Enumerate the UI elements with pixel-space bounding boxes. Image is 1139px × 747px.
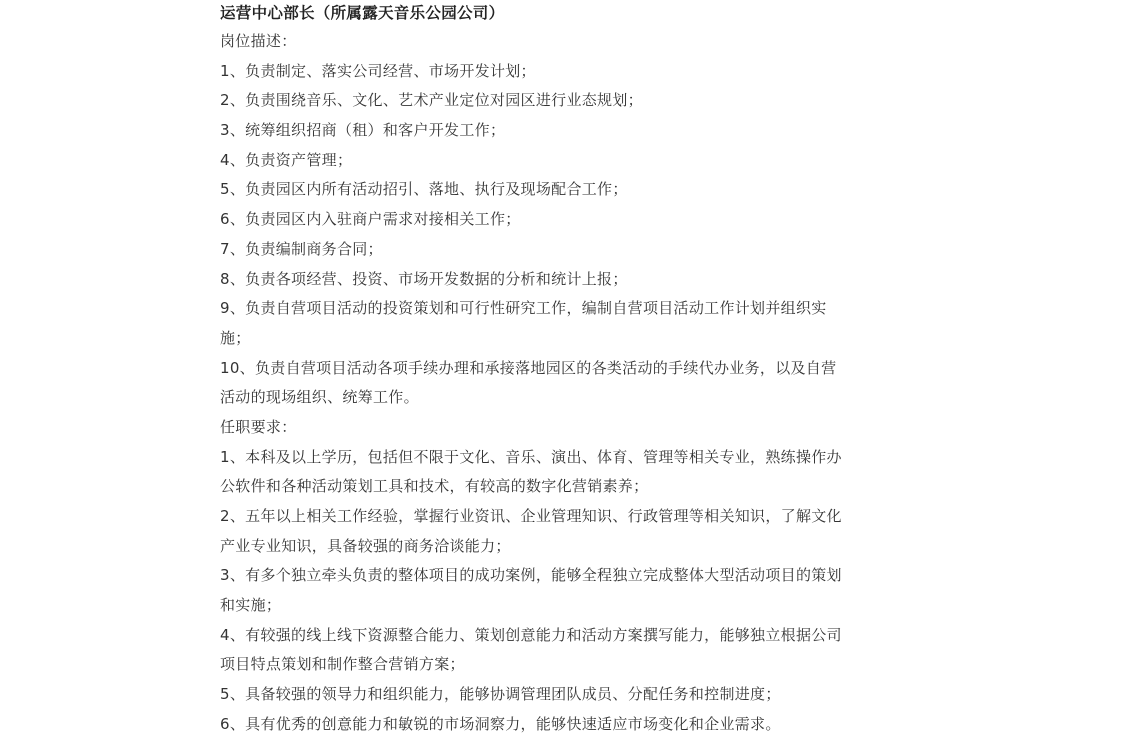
- duty-line: 7、负责编制商务合同；: [220, 239, 383, 258]
- duty-line: 10、负责自营项目活动各项手续办理和承接落地园区的各类活动的手续代办业务，以及自营: [220, 358, 837, 377]
- requirements-heading: 任职要求：: [220, 417, 297, 436]
- duty-line: 3、统筹组织招商（租）和客户开发工作；: [220, 121, 506, 140]
- duty-line: 8、负责各项经营、投资、市场开发数据的分析和统计上报；: [220, 269, 628, 288]
- job-posting: [220, 0, 910, 740]
- duty-line: 2、负责围绕音乐、文化、艺术产业定位对园区进行业态规划；: [220, 91, 643, 110]
- duty-line: 6、负责园区内入驻商户需求对接相关工作；: [220, 210, 521, 229]
- requirement-line: 6、具有优秀的创意能力和敏锐的市场洞察力，能够快速适应市场变化和企业需求。: [220, 714, 781, 733]
- requirement-line: 公软件和各种活动策划工具和技术，有较高的数字化营销素养；: [220, 477, 649, 496]
- requirement-line: 2、五年以上相关工作经验，掌握行业资讯、企业管理知识、行政管理等相关知识，了解文化: [220, 507, 842, 525]
- duty-line: 5、负责园区内所有活动招引、落地、执行及现场配合工作；: [220, 180, 628, 199]
- page-title: 运营中心部长（所属露天音乐公园公司）: [220, 4, 505, 22]
- duty-line: 活动的现场组织、统筹工作。: [220, 388, 419, 407]
- requirement-line: 4、有较强的线上线下资源整合能力、策划创意能力和活动方案撰写能力，能够独立根据公司: [220, 625, 842, 644]
- duty-line: 9、负责自营项目活动的投资策划和可行性研究工作，编制自营项目活动工作计划并组织实: [220, 299, 827, 318]
- requirement-line: 产业专业知识，具备较强的商务洽谈能力；: [220, 536, 511, 555]
- duty-line: 1、负责制定、落实公司经营、市场开发计划；: [220, 61, 536, 80]
- requirement-line: 和实施；: [220, 596, 282, 615]
- requirement-line: 5、具备较强的领导力和组织能力，能够协调管理团队成员、分配任务和控制进度；: [220, 685, 781, 704]
- duty-line: 施；: [220, 328, 251, 347]
- requirement-line: 3、有多个独立牵头负责的整体项目的成功案例，能够全程独立完成整体大型活动项目的策划: [220, 566, 842, 585]
- requirement-line: 项目特点策划和制作整合营销方案；: [220, 655, 465, 674]
- duty-line: 4、负责资产管理；: [220, 150, 353, 169]
- requirement-line: 1、本科及以上学历，包括但不限于文化、音乐、演出、体育、管理等相关专业，熟练操作办: [220, 447, 842, 466]
- description-heading: 岗位描述：: [220, 32, 297, 50]
